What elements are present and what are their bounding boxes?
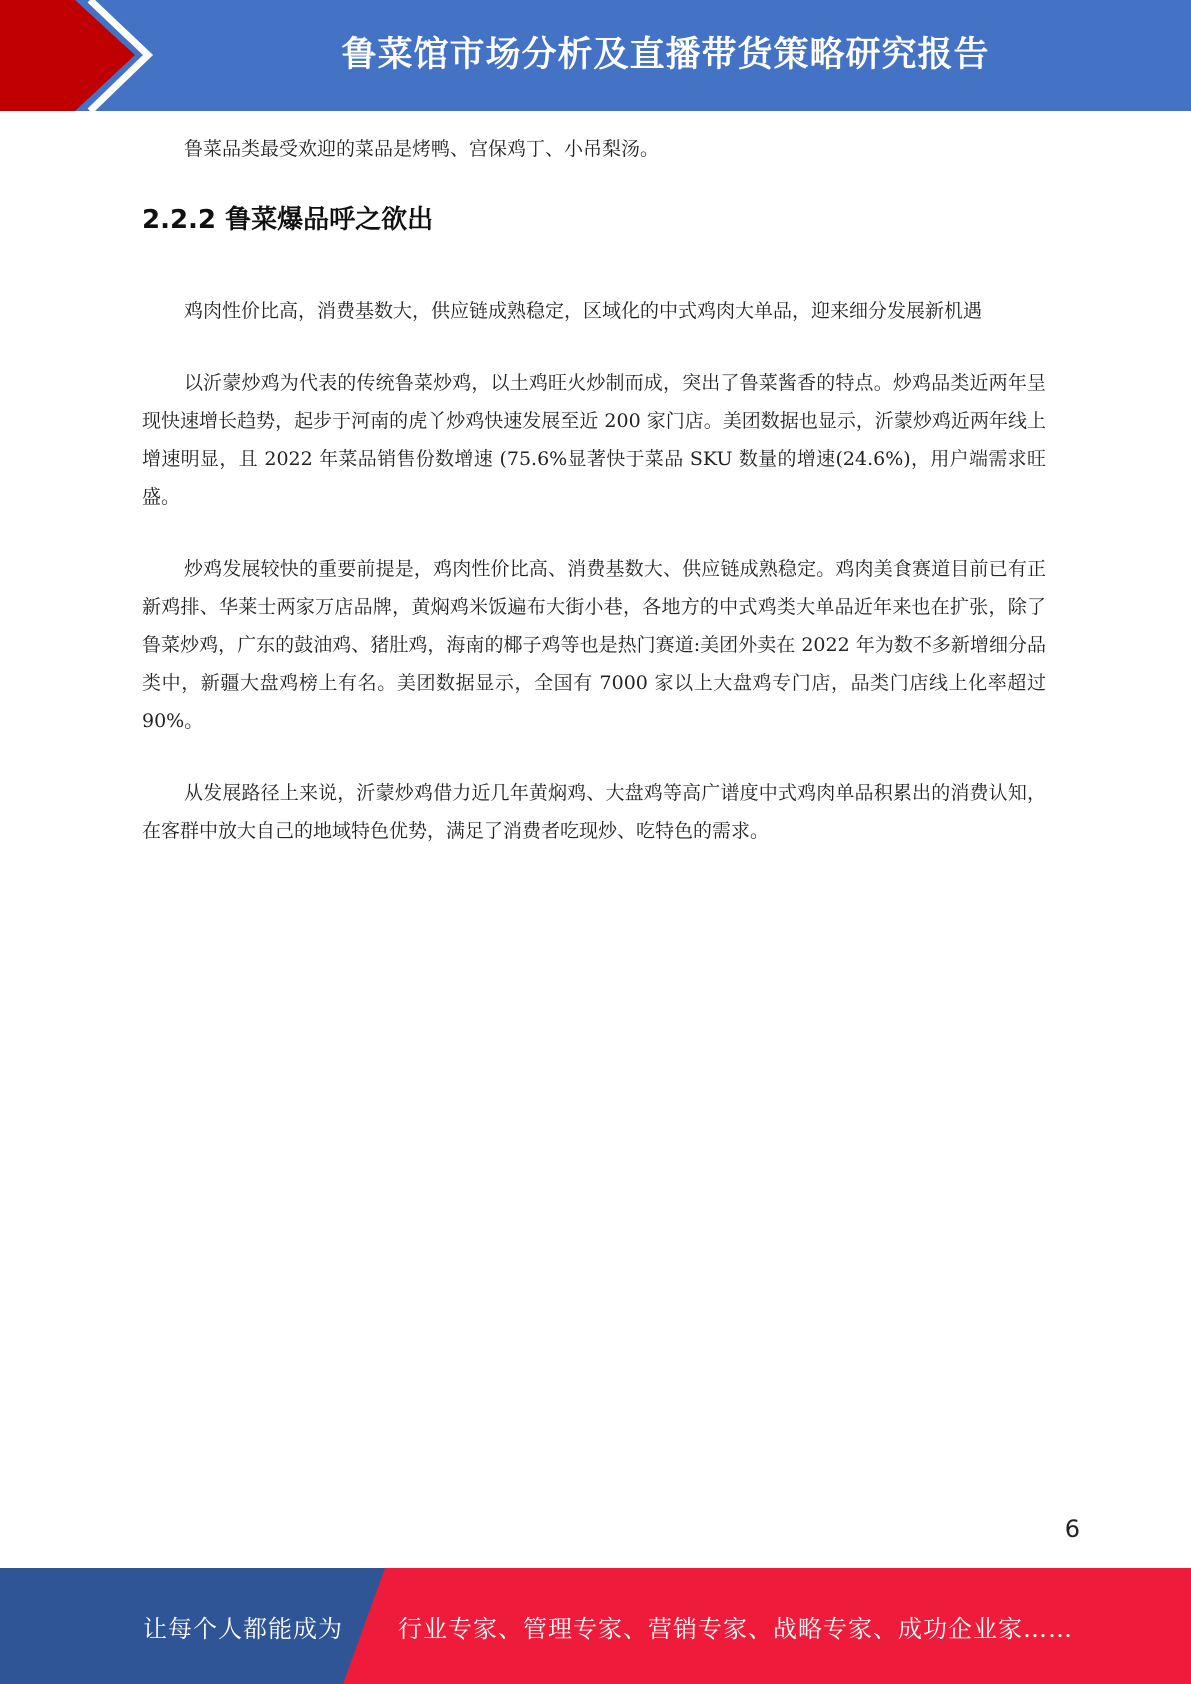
intro-paragraph: 鲁菜品类最受欢迎的菜品是烤鸭、宫保鸡丁、小吊梨汤。 [184,138,660,160]
report-title: 鲁菜馆市场分析及直播带货策略研究报告 [341,34,990,75]
page-header [0,0,1191,111]
page-number: 6 [1064,1515,1080,1543]
footer-slogan-right: 行业专家、管理专家、营销专家、战略专家、成功企业家…… [398,1614,1073,1643]
footer-slogan-left: 让每个人都能成为 [143,1614,343,1643]
body-paragraph-1: 鸡肉性价比高，消费基数大，供应链成熟稳定，区域化的中式鸡肉大单品，迎来细分发展新机遇 [184,300,983,322]
body-paragraph-3: 炒鸡发展较快的重要前提是，鸡肉性价比高、消费基数大、供应链成熟稳定。鸡肉美食赛道目前已有正新鸡排、华莱士两家万店品牌，黄焖鸡米饭遍布大街小巷，各地方的中式鸡类大单品近年来也在扩张，除了鲁菜炒鸡，广东的鼓油鸡、猪肚鸡，海南的椰子鸡等也是热门赛道:美团外卖在 2022 年为数不多新增细分品类中，新疆大盘鸡榜上有名。美团数据显示，全国有 7000 家以上大盘鸡专门店，品类门店线上化率超过 90%。 [142,558,1046,732]
section-heading: 2.2.2 鲁菜爆品呼之欲出 [142,205,434,235]
body-paragraph-4: 从发展路径上来说，沂蒙炒鸡借力近几年黄焖鸡、大盘鸡等高广谱度中式鸡肉单品积累出的消费认知，在客群中放大自己的地域特色优势，满足了消费者吃现炒、吃特色的需求。 [142,782,1046,842]
page-footer [0,1568,1191,1684]
body-paragraph-2: 以沂蒙炒鸡为代表的传统鲁菜炒鸡，以土鸡旺火炒制而成，突出了鲁菜酱香的特点。炒鸡品类近两年呈现快速增长趋势，起步于河南的虎丫炒鸡快速发展至近 200 家门店。美团数据也显示，沂蒙炒鸡近两年线上增速明显，且 2022 年菜品销售份数增速 (75.6%显著快于菜品 SKU 数量的增速(24.6%)，用户端需求旺盛。 [142,372,1046,508]
page-content [142,130,1046,850]
